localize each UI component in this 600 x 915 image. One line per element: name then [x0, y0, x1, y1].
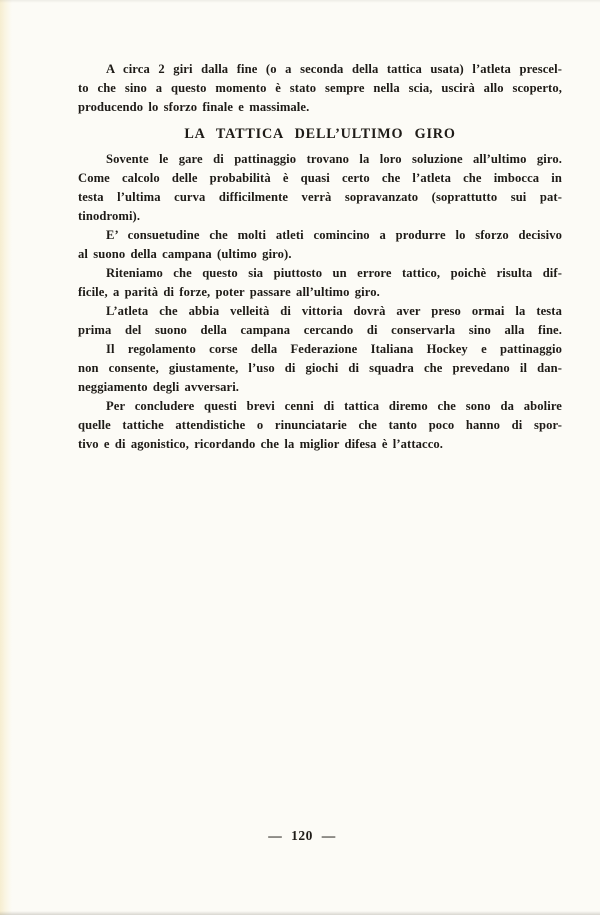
text-line: A circa 2 giri dalla fine (o a seconda della tattica usata) l’atleta prescel-	[106, 62, 562, 76]
page-left-edge	[0, 0, 12, 915]
text-line: tivo e di agonistico, ricordando che la miglior difesa è l’attacco.	[78, 437, 444, 451]
text-line: Come calcolo delle probabilità è quasi certo che l’atleta che imbocca in	[78, 171, 562, 185]
text-line: Sovente le gare di pattinaggio trovano la loro soluzione all’ultimo giro.	[106, 152, 562, 166]
text-line: Riteniamo che questo sia piuttosto un errore tattico, poichè risulta dif-	[106, 266, 562, 280]
text-line: non consente, giustamente, l’uso di giochi di squadra che prevedano il dan-	[78, 361, 562, 375]
paragraph	[78, 302, 562, 340]
paragraph	[78, 60, 562, 117]
paragraph	[78, 150, 562, 226]
text-line: al suono della campana (ultimo giro).	[78, 247, 292, 261]
text-line: to che sino a questo momento è stato sempre nella scia, uscirà allo scoperto,	[78, 81, 562, 95]
text-line: prima del suono della campana cercando di conservarla sino alla fine.	[78, 323, 562, 337]
text-line: quelle tattiche attendistiche o rinunciatarie che tanto poco hanno di spor-	[78, 418, 562, 432]
text-block	[78, 60, 562, 454]
text-line: E’ consuetudine che molti atleti comincino a produrre lo sforzo decisivo	[106, 228, 562, 242]
page-bottom-edge	[0, 911, 600, 915]
paragraphs-before-heading	[78, 60, 562, 117]
text-line: testa l’ultima curva difficilmente verrà sopravanzato (soprattutto sui pat-	[78, 190, 562, 204]
page-number: — 120 —	[268, 828, 336, 843]
paragraphs-after-heading	[78, 150, 562, 454]
paragraph	[78, 397, 562, 454]
text-line: producendo lo sforzo finale e massimale.	[78, 100, 310, 114]
section-heading: LA TATTICA DELL’ULTIMO GIRO	[184, 126, 456, 142]
paragraph	[78, 264, 562, 302]
paragraph	[78, 226, 562, 264]
text-line: tinodromi).	[78, 209, 141, 223]
text-line: L’atleta che abbia velleità di vittoria dovrà aver preso ormai la testa	[106, 304, 562, 318]
paragraph	[78, 340, 562, 397]
text-line: ficile, a parità di forze, poter passare all’ultimo giro.	[78, 285, 380, 299]
page-top-edge	[0, 0, 600, 3]
text-line: neggiamento degli avversari.	[78, 380, 240, 394]
text-line: Per concludere questi brevi cenni di tattica diremo che sono da abolire	[106, 399, 562, 413]
text-line: Il regolamento corse della Federazione Italiana Hockey e pattinaggio	[106, 342, 562, 356]
